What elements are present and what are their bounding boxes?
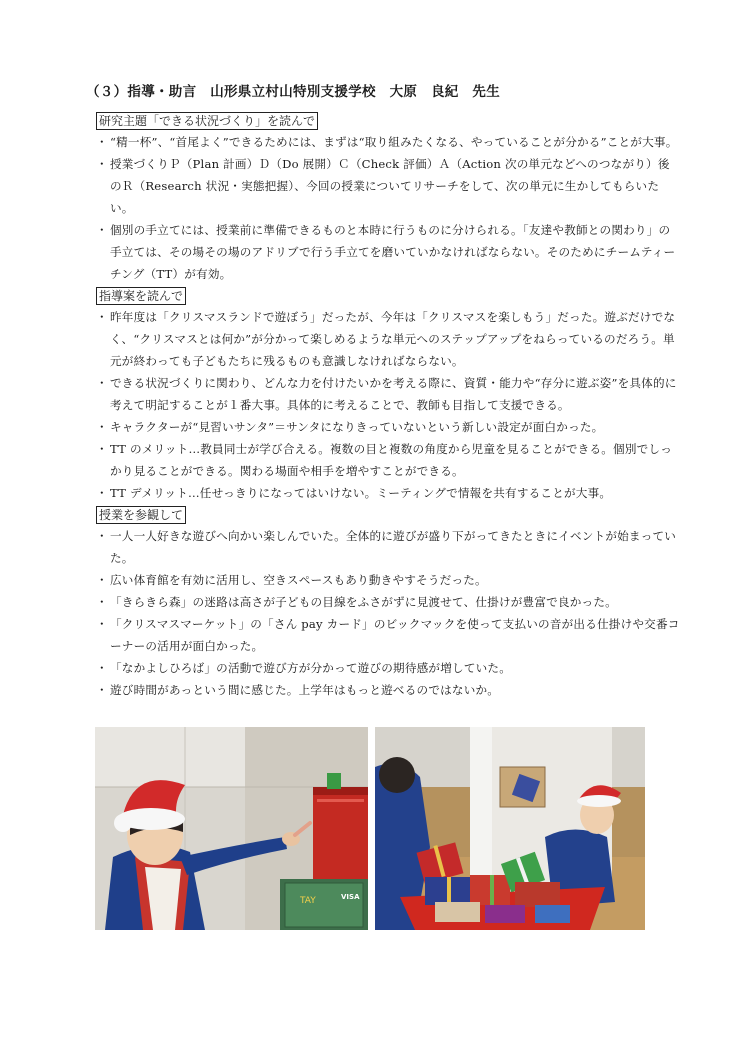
list-item: ・ 「クリスマスマーケット」の「さん pay カード」のビックマックを使って支払いの音が出る仕掛けや交番コーナーの活用が面白かった。 bbox=[96, 613, 680, 657]
list-item: ・ できる状況づくりに関わり、どんな力を付けたいかを考える際に、資質・能力や“存分に遊ぶ姿”を具体的に考えて明記することが１番大事。具体的に考えることで、教師も目指して支援できる。 bbox=[96, 372, 680, 416]
list-item: ・ 「なかよしひろば」の活動で遊び方が分かって遊びの期待感が増していた。 bbox=[96, 657, 680, 679]
list-item: ・ 広い体育館を有効に活用し、空きスペースもあり動きやすそうだった。 bbox=[96, 569, 680, 591]
section-lesson-plan bbox=[96, 285, 680, 504]
list-item: ・ キャラクターが“見習いサンタ”＝サンタになりきっていないという新しい設定が面白かった。 bbox=[96, 416, 680, 438]
list-item: ・ 「きらきら森」の迷路は高さが子どもの目線をふさがずに見渡せて、仕掛けが豊富で良かった。 bbox=[96, 591, 680, 613]
bullet-list bbox=[96, 131, 680, 285]
list-item: ・ 授業づくりＰ（Plan 計画）Ｄ（Do 展開）Ｃ（Check 評価）Ａ（Action 次の単元などへのつながり）後のＲ（Research 状況・実態把握）、今回の授業についてリサーチをして、次の単元に生かしてもらいたい。 bbox=[96, 153, 680, 219]
document-content bbox=[96, 110, 680, 701]
section-heading: 指導案を読んで bbox=[96, 287, 186, 305]
list-item: ・ TT デメリット…任せっきりになってはいけない。ミーティングで情報を共有することが大事。 bbox=[96, 482, 680, 504]
bullet-list bbox=[96, 306, 680, 504]
section-research-theme bbox=[96, 110, 680, 285]
list-item: ・ 昨年度は「クリスマスランドで遊ぼう」だったが、今年は「クリスマスを楽しもう」だった。遊ぶだけでなく、“クリスマスとは何か”が分かって楽しめるような単元へのステップアップをねらっているのだろう。単元が終わっても子どもたちに残るものも意識しなければならない。 bbox=[96, 306, 680, 372]
list-item: ・ “精一杯”、“首尾よく”できるためには、まずは“取り組みたくなる、やっていることが分かる”ことが大事。 bbox=[96, 131, 680, 153]
document-title: （３）指導・助言 山形県立村山特別支援学校 大原 良紀 先生 bbox=[86, 84, 500, 100]
card-text: TAY bbox=[300, 896, 316, 906]
list-item: ・ 遊び時間があっという間に感じた。上学年はもっと遊べるのではないか。 bbox=[96, 679, 680, 701]
list-item: ・ 一人一人好きな遊びへ向かい楽しんでいた。全体的に遊びが盛り下がってきたときにイベントが始まっていた。 bbox=[96, 525, 680, 569]
photo-row bbox=[95, 727, 645, 930]
bullet-list bbox=[96, 525, 680, 701]
list-item: ・ 個別の手立てには、授業前に準備できるものと本時に行うものに分けられる。「友達や教師との関わり」の手立ては、その場その場のアドリブで行う手立てを磨いていかなければならない。そのためにチームティーチング（TT）が有効。 bbox=[96, 219, 680, 285]
card-brand: VISA bbox=[341, 893, 360, 901]
photo-child-santa-hat bbox=[95, 727, 368, 930]
section-heading: 授業を参観して bbox=[96, 506, 186, 524]
list-item: ・ TT のメリット…教員同士が学び合える。複数の目と複数の角度から児童を見ることができる。個別でしっかり見ることができる。関わる場面や相手を増やすことができる。 bbox=[96, 438, 680, 482]
photo-gift-boxes bbox=[375, 727, 645, 930]
section-heading: 研究主題「できる状況づくり」を読んで bbox=[96, 112, 318, 130]
photo-illustration-left bbox=[95, 727, 368, 930]
section-observation bbox=[96, 504, 680, 701]
photo-illustration-right bbox=[375, 727, 645, 930]
